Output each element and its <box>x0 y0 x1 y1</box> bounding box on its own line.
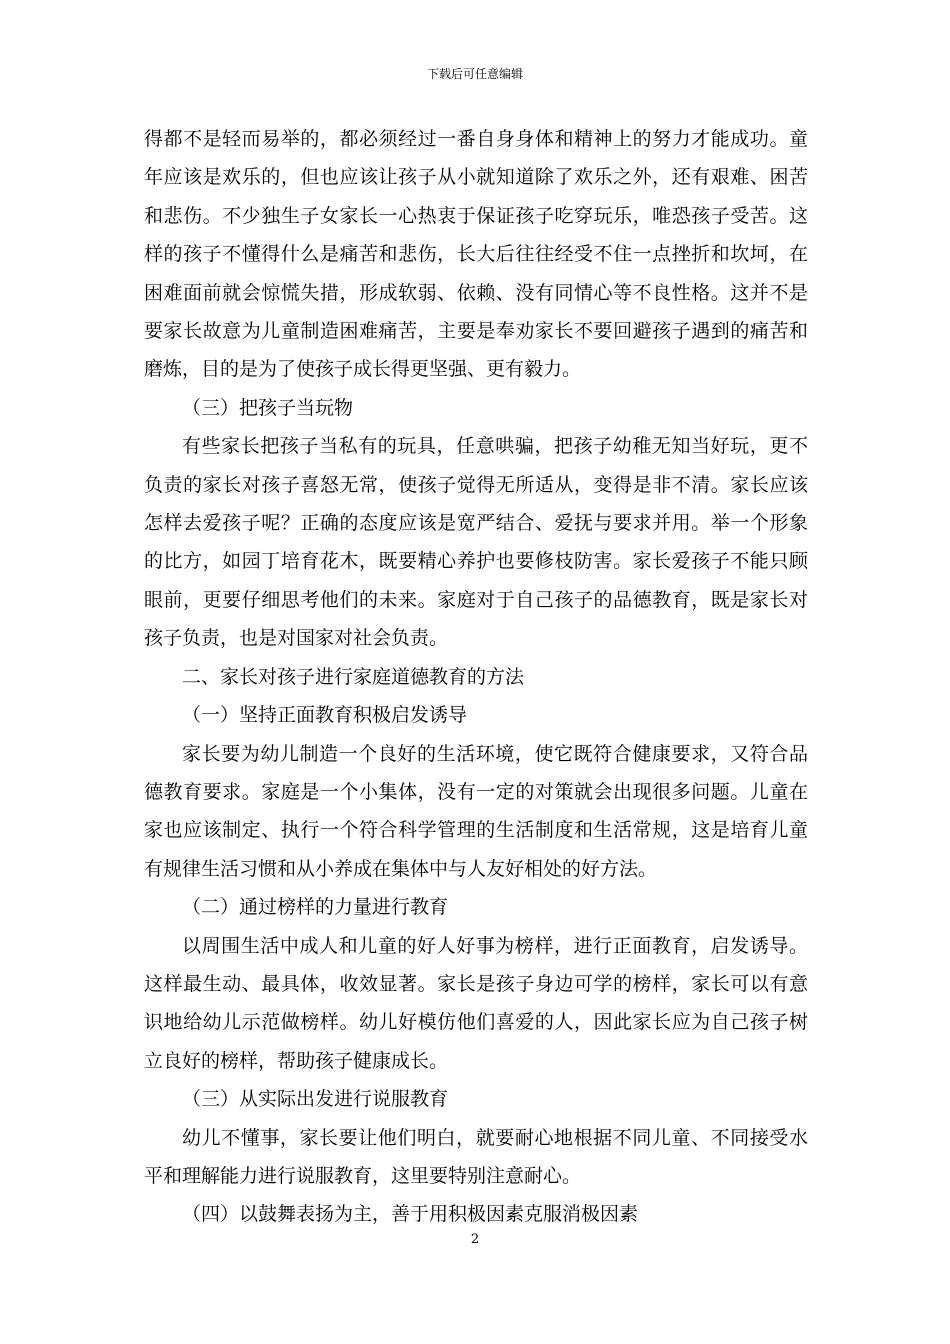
paragraph: 以周围生活中成人和儿童的好人好事为榜样，进行正面教育，启发诱导。这样最生动、最具体，收效显著。家长是孩子身边可学的榜样，家长可以有意识地给幼儿示范做榜样。幼儿好模仿他们喜爱的人，因此家长应为自己孩子树立良好的榜样，帮助孩子健康成长。 <box>144 934 808 1072</box>
section-heading: （二）通过榜样的力量进行教育 <box>182 896 449 919</box>
section-heading: 二、家长对孩子进行家庭道德教育的方法 <box>182 665 525 688</box>
page-header: 下载后可任意编辑 <box>426 67 523 81</box>
document-body <box>144 120 808 1234</box>
paragraph: 幼儿不懂事，家长要让他们明白，就要耐心地根据不同儿童、不同接受水平和理解能力进行说服教育，这里要特别注意耐心。 <box>144 1126 808 1187</box>
page-number: 2 <box>470 1232 480 1247</box>
paragraph: 家长要为幼儿制造一个良好的生活环境，使它既符合健康要求，又符合品德教育要求。家庭是一个小集体，没有一定的对策就会出现很多问题。儿童在家也应该制定、执行一个符合科学管理的生活制度和生活常规，这是培育儿童有规律生活习惯和从小养成在集体中与人友好相处的好方法。 <box>144 742 808 880</box>
section-heading: （一）坚持正面教育积极启发诱导 <box>182 704 468 727</box>
paragraph-continued: 得都不是轻而易举的，都必须经过一番自身身体和精神上的努力才能成功。童年应该是欢乐的，但也应该让孩子从小就知道除了欢乐之外，还有艰难、困苦和悲伤。不少独生子女家长一心热衷于保证孩子吃穿玩乐，唯恐孩子受苦。这样的孩子不懂得什么是痛苦和悲伤，长大后往往经受不住一点挫折和坎坷，在困难面前就会惊慌失措，形成软弱、依赖、没有同情心等不良性格。这并不是要家长故意为儿童制造困难痛苦，主要是奉劝家长不要回避孩子遇到的痛苦和磨炼，目的是为了使孩子成长得更坚强、更有毅力。 <box>144 128 808 381</box>
section-heading: （三）把孩子当玩物 <box>182 396 354 419</box>
section-heading: （四）以鼓舞表扬为主，善于用积极因素克服消极因素 <box>182 1203 639 1226</box>
section-heading: （三）从实际出发进行说服教育 <box>182 1088 449 1111</box>
paragraph: 有些家长把孩子当私有的玩具，任意哄骗，把孩子幼稚无知当好玩，更不负责的家长对孩子喜怒无常，使孩子觉得无所适从，变得是非不清。家长应该怎样去爱孩子呢？正确的态度应该是宽严结合、爱抚与要求并用。举一个形象的比方，如园丁培育花木，既要精心养护也要修枝防害。家长爱孩子不能只顾眼前，更要仔细思考他们的未来。家庭对于自己孩子的品德教育，既是家长对孩子负责，也是对国家对社会负责。 <box>144 435 808 650</box>
